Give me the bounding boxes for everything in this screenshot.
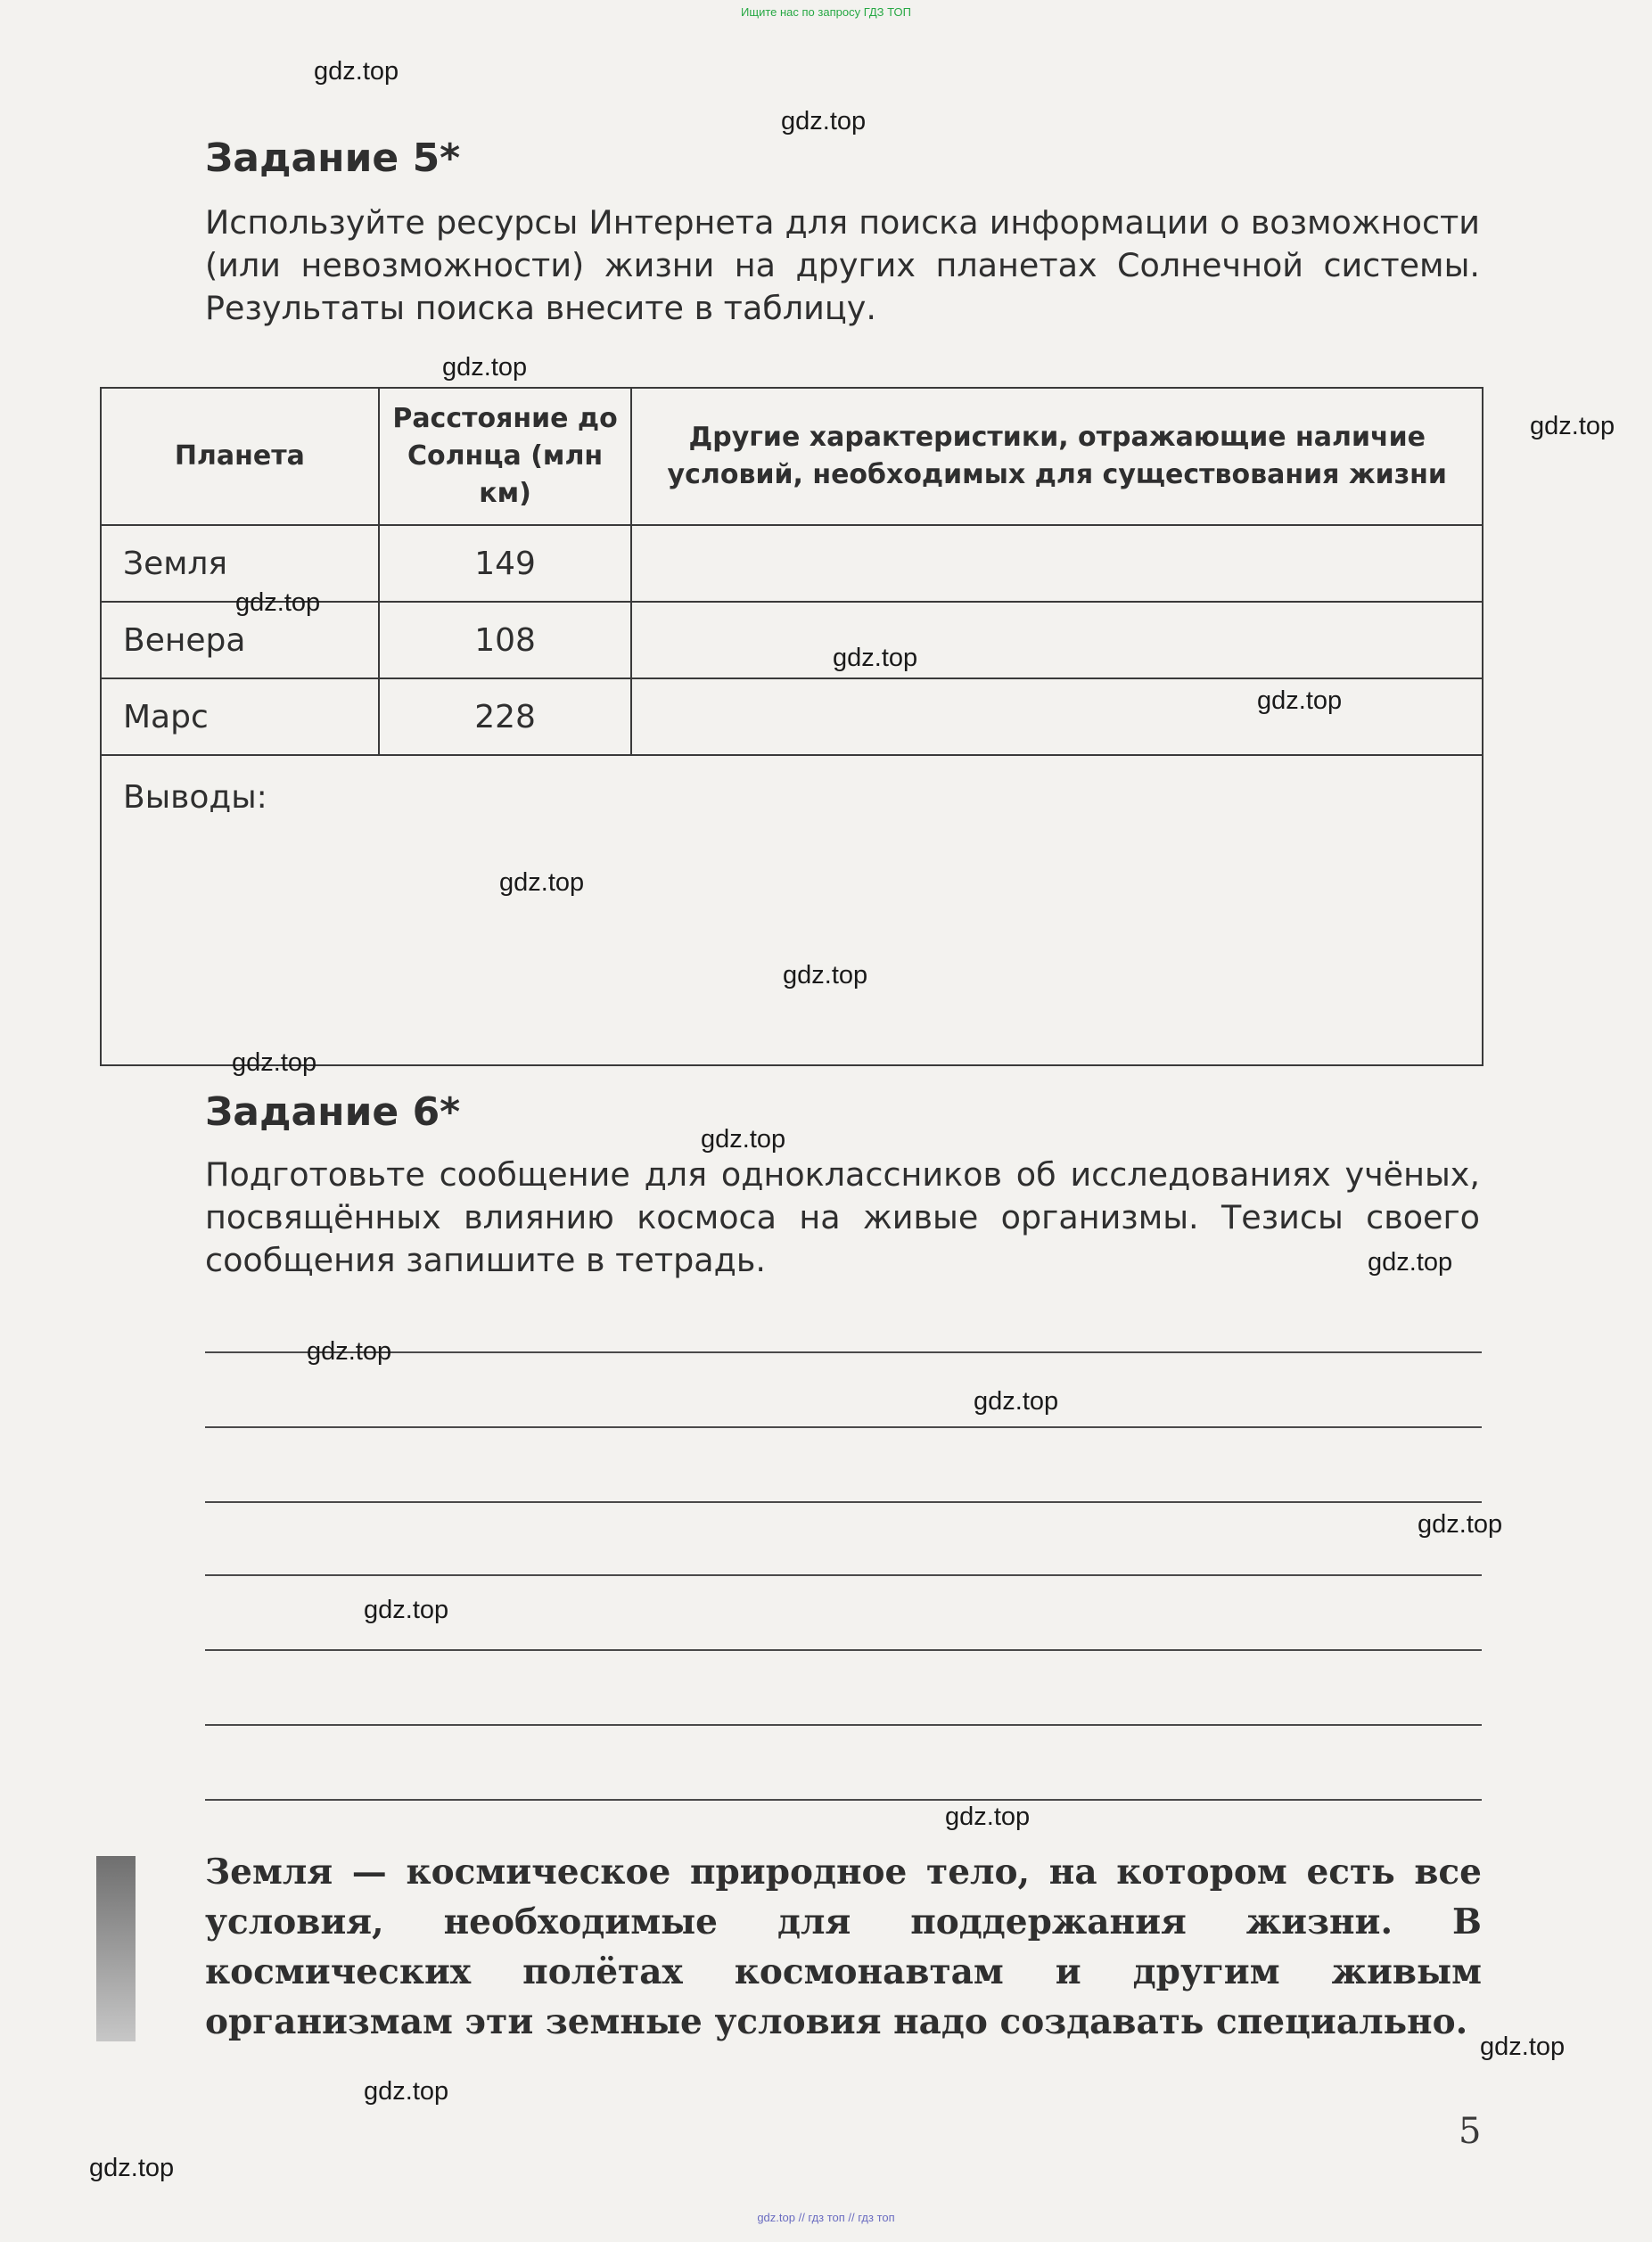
header-distance: Расстояние до Солнца (млн км): [379, 388, 632, 525]
task6-title: Задание 6*: [205, 1089, 461, 1135]
table-header-row: [101, 388, 1483, 525]
answer-line[interactable]: [205, 1799, 1482, 1801]
answer-line[interactable]: [205, 1501, 1482, 1503]
task5-text: Используйте ресурсы Интернета для поиска информации о возможности (или невозможности) жизни на других планетах Солнечной системы. Результаты поиска внесите в таблицу.: [205, 203, 1480, 327]
planet-other[interactable]: [631, 678, 1483, 755]
task5-title: Задание 5*: [205, 136, 461, 181]
conclusions-row: [101, 755, 1483, 1065]
watermark: gdz.top: [833, 644, 918, 672]
watermark: gdz.top: [232, 1048, 317, 1077]
watermark: gdz.top: [235, 588, 321, 617]
planet-distance: 228: [379, 678, 632, 755]
watermark: gdz.top: [783, 961, 868, 990]
watermark: gdz.top: [1418, 1510, 1503, 1539]
watermark: gdz.top: [89, 2154, 175, 2182]
page-number: 5: [1459, 2111, 1482, 2152]
task6-text: Подготовьте сообщение для одноклассников об исследованиях учёных, посвящённых влиянию космоса на живые организмы. Тезисы своего сообщения запишите в тетрадь.: [205, 1155, 1480, 1279]
header-planet: Планета: [101, 388, 379, 525]
watermark: gdz.top: [307, 1337, 392, 1366]
planet-distance: 108: [379, 602, 632, 678]
bottom-banner: gdz.top // гдз топ // гдз топ: [757, 2211, 895, 2224]
top-banner: Ищите нас по запросу ГДЗ ТОП: [741, 5, 911, 19]
watermark: gdz.top: [364, 1596, 449, 1624]
planet-other[interactable]: [631, 525, 1483, 602]
planet-name: Земля: [101, 525, 379, 602]
watermark: gdz.top: [945, 1803, 1031, 1831]
answer-line[interactable]: [205, 1426, 1482, 1428]
watermark: gdz.top: [1257, 686, 1343, 715]
watermark: gdz.top: [1530, 412, 1615, 440]
planet-name: Марс: [101, 678, 379, 755]
watermark: gdz.top: [314, 57, 399, 86]
summary-text: Земля — космическое природное тело, на котором есть все условия, необходимые для поддержания жизни. В космических полётах космонавтам и другим живым организмам эти земные условия надо создавать специально.: [205, 1852, 1482, 2042]
watermark: gdz.top: [364, 2077, 449, 2106]
watermark: gdz.top: [974, 1387, 1059, 1416]
planet-distance: 149: [379, 525, 632, 602]
watermark: gdz.top: [1368, 1248, 1453, 1277]
answer-line[interactable]: [205, 1351, 1482, 1353]
header-other: Другие характеристики, отражающие наличие условий, необходимых для существования жизни: [631, 388, 1483, 525]
watermark: gdz.top: [1480, 2033, 1566, 2061]
answer-line[interactable]: [205, 1724, 1482, 1726]
conclusions-label[interactable]: Выводы:: [101, 755, 1483, 1065]
summary-side-bar: [96, 1856, 136, 2041]
answer-line[interactable]: [205, 1574, 1482, 1576]
answer-line[interactable]: [205, 1649, 1482, 1651]
watermark: gdz.top: [442, 353, 528, 382]
watermark: gdz.top: [499, 868, 585, 897]
watermark: gdz.top: [781, 107, 867, 136]
watermark: gdz.top: [701, 1125, 786, 1154]
planet-other[interactable]: [631, 602, 1483, 678]
planet-name: Венера: [101, 602, 379, 678]
